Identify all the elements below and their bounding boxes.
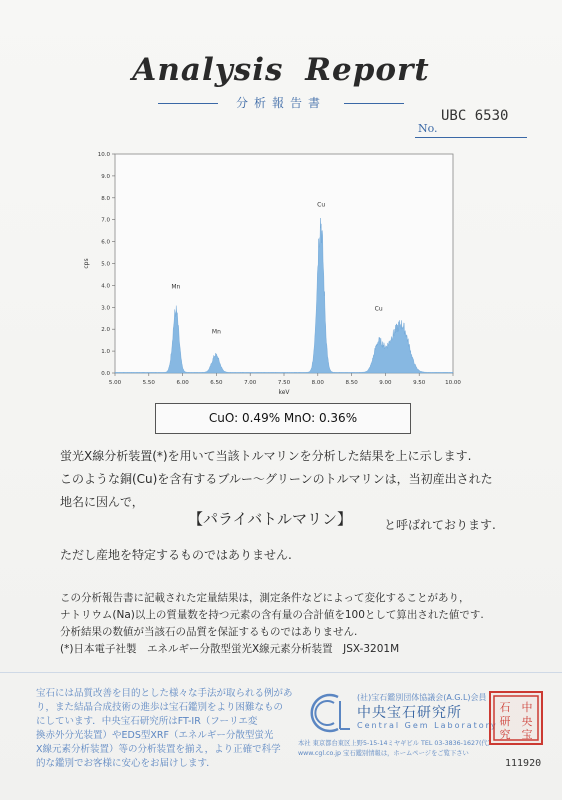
- disclaimer-line: 換赤外分光装置）やEDS型XRF（エネルギー分散型蛍光: [36, 730, 274, 741]
- x-tick-label: 8.00: [311, 380, 324, 386]
- result-box: CuO: 0.49% MnO: 0.36%: [155, 403, 411, 434]
- x-tick-label: 8.50: [345, 380, 358, 386]
- disclaimer-line: X線元素分析装置）等の分析装置を揃え，より正確で科学: [36, 744, 281, 755]
- org-website: www.cgl.co.jp 宝石鑑別情報は，ホームページをご覧下さい: [298, 750, 469, 757]
- svg-text:究: 究: [499, 728, 511, 741]
- body-line-2: このような銅(Cu)を含有するブルー〜グリーンのトルマリンは，当初産出された: [60, 472, 493, 486]
- svg-text:宝: 宝: [521, 728, 533, 741]
- x-tick-label: 5.00: [108, 380, 122, 386]
- note-line-1: この分析報告書に記載された定量結果は，測定条件などによって変化することがあり，: [60, 592, 470, 604]
- x-tick-label: 6.00: [176, 380, 189, 386]
- x-tick-label: 7.00: [244, 380, 257, 386]
- y-tick-label: 9.0: [101, 173, 110, 180]
- peak-label: Mn: [171, 283, 181, 291]
- report-number: UBC 6530: [441, 108, 509, 124]
- org-name-english: Central Gem Laboratory: [357, 721, 498, 730]
- footer-rule: [0, 672, 562, 673]
- y-tick-label: 2.0: [101, 327, 110, 334]
- y-tick-label: 10.0: [97, 152, 110, 158]
- body-line-1: 蛍光X線分析装置(*)を用いて当該トルマリンを分析した結果を上に示します.: [60, 449, 472, 463]
- body-line-4: と呼ばれております.: [384, 518, 496, 532]
- x-tick-label: 5.50: [142, 380, 155, 386]
- x-tick-label: 7.50: [277, 380, 291, 386]
- org-address: 本社 東京都台東区上野5-15-14ミヤギビル TEL 03-3836-1627(代): [298, 740, 491, 747]
- y-tick-label: 0.0: [101, 371, 110, 377]
- y-tick-label: 8.0: [101, 195, 110, 202]
- body-highlight: 【パライバトルマリン】: [188, 510, 352, 528]
- svg-text:石: 石: [499, 701, 511, 714]
- red-seal-stamp: [489, 691, 543, 745]
- y-axis-label: cps: [83, 258, 90, 269]
- note-line-3: 分析結果の数値が当該石の品質を保証するものではありません.: [60, 626, 358, 638]
- disclaimer-line: り，また結晶合成技術の進歩は宝石鑑別をより困難なもの: [36, 702, 284, 713]
- note-line-2: ナトリウム(Na)以上の質量数を持つ元素の含有量の合計値を100として算出された値です.: [60, 609, 484, 621]
- peak-label: Cu: [374, 305, 383, 313]
- report-title: Analysis Report: [132, 52, 430, 88]
- peak-label: Mn: [211, 328, 221, 336]
- note-line-4: (*)日本電子社製 エネルギー分散型蛍光X線元素分析装置 JSX-3201M: [60, 643, 400, 655]
- peak-label: Cu: [317, 201, 326, 209]
- y-tick-label: 1.0: [101, 349, 110, 356]
- body-line-5: ただし産地を特定するものではありません.: [60, 548, 292, 562]
- seal-icon: [491, 693, 541, 743]
- disclaimer-line: にしています．中央宝石研究所はFT-IR（フーリエ変: [36, 716, 258, 727]
- x-tick-label: 9.50: [413, 380, 426, 386]
- report-number-label: No.: [418, 122, 438, 135]
- y-tick-label: 6.0: [101, 239, 110, 246]
- report-subtitle: 分析報告書: [235, 96, 326, 110]
- y-tick-label: 4.0: [101, 283, 110, 290]
- svg-text:中: 中: [521, 701, 533, 714]
- x-tick-label: 10.00: [445, 380, 461, 386]
- org-membership: (社)宝石鑑別団体協議会(A.G.L)会員: [357, 693, 487, 702]
- body-line-3: 地名に因んで，: [60, 495, 144, 509]
- org-name: 中央宝石研究所: [357, 705, 462, 721]
- lab-logo-icon: [304, 689, 352, 737]
- disclaimer-line: 的な鑑別でお客様に安心をお届けします．: [36, 758, 216, 769]
- svg-text:研: 研: [499, 715, 511, 728]
- y-tick-label: 3.0: [101, 305, 110, 312]
- y-tick-label: 5.0: [101, 261, 110, 268]
- disclaimer-line: 宝石には品質改善を目的とした様々な手法が取られる例があ: [36, 688, 293, 699]
- y-tick-label: 7.0: [101, 217, 110, 224]
- serial-number: 111920: [505, 758, 542, 769]
- x-tick-label: 9.00: [379, 380, 392, 386]
- x-tick-label: 6.50: [210, 380, 223, 386]
- svg-text:央: 央: [521, 715, 533, 728]
- x-axis-label: keV: [278, 389, 290, 396]
